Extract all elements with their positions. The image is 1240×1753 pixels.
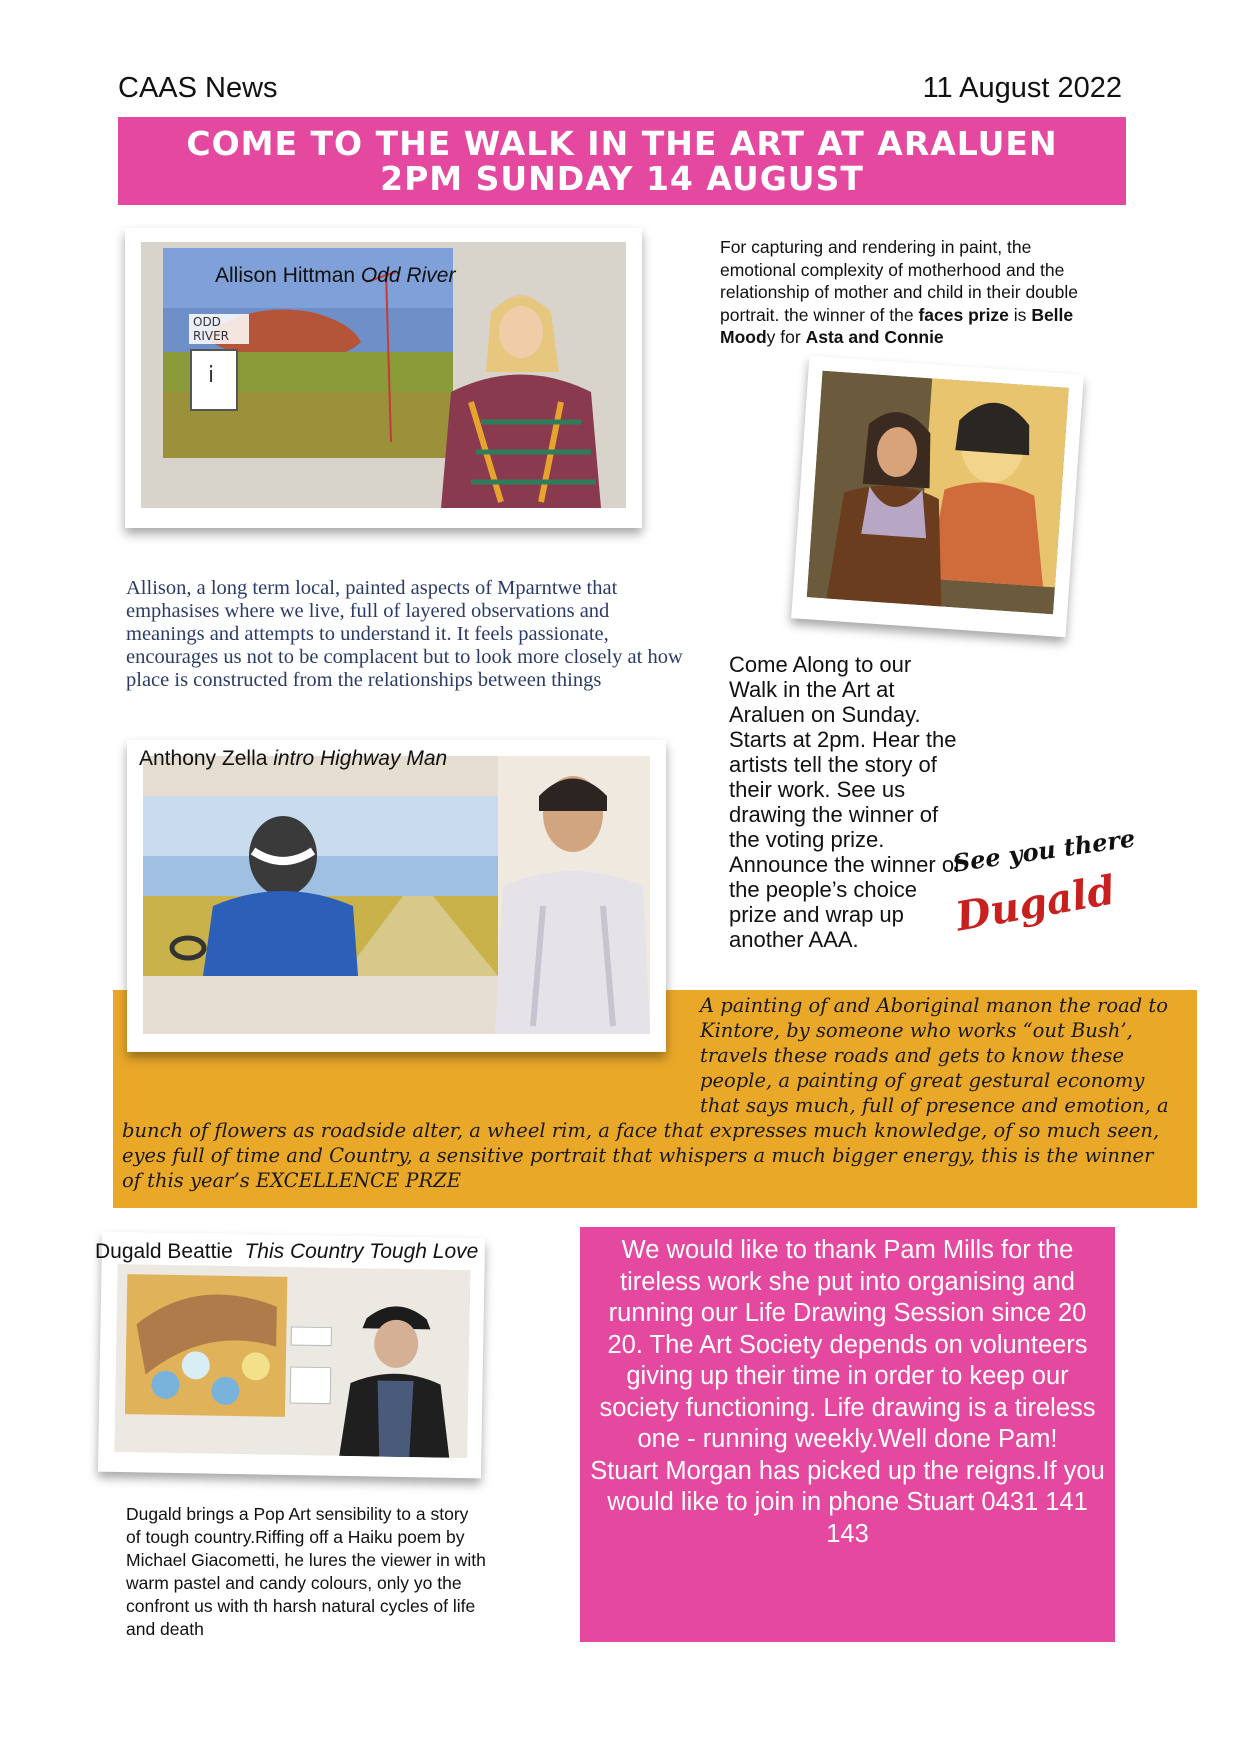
svg-text:i: i <box>208 363 215 388</box>
dugald-description: Dugald brings a Pop Art sensibility to a story of tough country.Riffing off a Haiku poem by Michael Giacometti, he lures the viewer in with warm pastel and candy colours, only yo the confront us with th harsh natural cycles of life and death <box>126 1504 486 1639</box>
faces-prize-text <box>720 236 1110 349</box>
anthony-photo <box>127 740 666 1052</box>
faces-winner-b: y <box>766 327 776 347</box>
anthony-artist: Anthony Zella <box>139 747 268 770</box>
dugald-work: This Country Tough Love <box>244 1240 479 1263</box>
sign-odd: ODD <box>193 315 221 329</box>
anthony-caption <box>139 747 447 771</box>
allison-description: Allison, a long term local, painted aspects of Mparntwe that emphasises where we live, full of layered observations and meanings and attempts to understand it. It feels passionate, encourages us not to be complacent but to look more closely at how place is constructed from the relationships between things <box>126 577 683 691</box>
banner-line-1: COME TO THE WALK IN THE ART AT ARALUEN <box>186 124 1058 163</box>
anthony-description-bottom: bunch of flowers as roadside alter, a wheel rim, a face that expresses much knowledge, of so much seen, eyes full of time and Country, a sensitive portrait that whispers a much bigger energy, this is the winner of this year’s EXCELLENCE PRZE <box>122 1119 1160 1192</box>
thank-you-text-2: Stuart Morgan has picked up the reigns.If you would like to join in phone Stuart 0431 141 143 <box>590 1456 1105 1548</box>
faces-is: is <box>1013 304 1027 325</box>
thank-you-panel <box>580 1227 1115 1642</box>
thank-you-text: We would like to thank Pam Mills for the tireless work she put into organising and running our Life Drawing Session since 20 20. The Art Society depends on volunteers giving up their time in order to keep our society functioning. Life drawing is a tireless one - running weekly.Well done Pam! <box>599 1236 1096 1453</box>
banner-line-2: 2PM SUNDAY 14 AUGUST <box>380 159 864 198</box>
dugald-photo-image <box>114 1264 470 1458</box>
sign-river: RIVER <box>193 329 230 343</box>
dugald-artist: Dugald Beattie <box>95 1240 233 1263</box>
allison-work: Odd River <box>360 264 456 287</box>
belle-photo <box>791 356 1084 638</box>
dugald-photo <box>98 1232 485 1479</box>
anthony-work: intro Highway Man <box>273 747 448 770</box>
faces-winner-a: Belle Mood <box>720 304 1074 347</box>
event-banner <box>118 117 1126 205</box>
faces-for: for <box>780 327 801 347</box>
anthony-description-top: A painting of and Aboriginal manon the road to Kintore, by someone who works “out Bush’, travels these roads and gets to know these people, a painting of great gestural economy that says much, full of presence and emotion, a <box>700 994 1169 1117</box>
sign-off-signature: Dugald <box>952 866 1119 941</box>
anthony-photo-image <box>143 756 650 1034</box>
dugald-caption <box>95 1240 478 1264</box>
faces-intro: For capturing and rendering in paint, the emotional complexity of motherhood and the relationship of mother and child in their double portrait. the winner of the <box>720 237 1078 325</box>
faces-work: Asta and Connie <box>805 327 944 347</box>
allison-artist: Allison Hittman <box>215 264 356 287</box>
newsletter-title: CAAS News <box>118 72 278 104</box>
walk-text: Come Along to our Walk in the Art at Araluen on Sunday. Starts at 2pm. Hear the artists tell the story of their work. See us drawing the winner of the voting prize. Announce the winner of the people’s choice prize and wrap up another AAA. <box>729 652 961 952</box>
belle-photo-image <box>807 371 1069 615</box>
newsletter-date: 11 August 2022 <box>922 72 1122 104</box>
sign-off-line-1: See you there <box>950 823 1137 878</box>
allison-caption <box>215 264 455 288</box>
faces-prize-label: faces prize <box>918 304 1009 325</box>
